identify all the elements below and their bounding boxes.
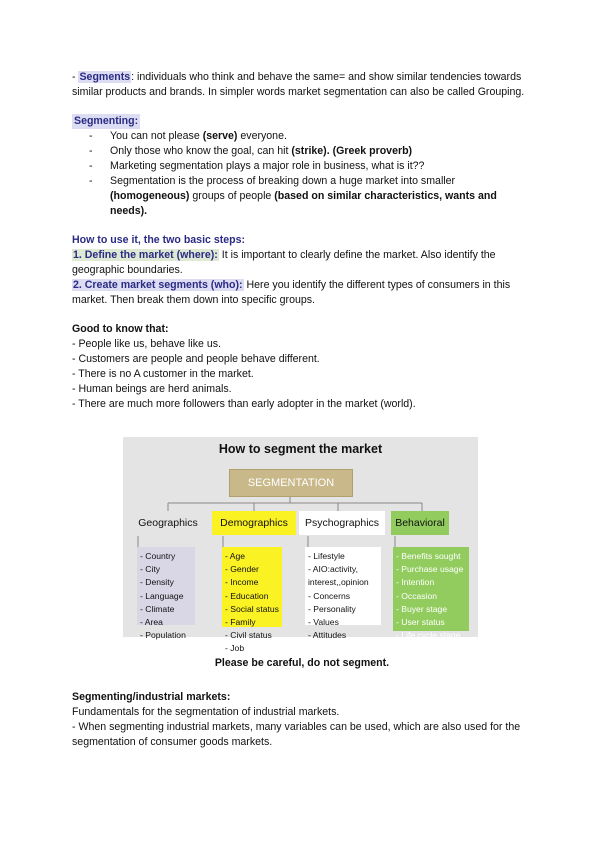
behav-list-item: - Purchase usage (396, 564, 464, 575)
list-item: - Marketing segmentation plays a major role in business, what is it?? (72, 159, 532, 174)
intro-text: : individuals who think and behave the same= and show similar tendencies towards similar products and brands. In simpler words market segmentation can also be called Grouping. (72, 71, 525, 98)
list-item: - Human beings are herd animals. (72, 383, 232, 395)
industrial-line-2: - When segmenting industrial markets, many variables can be used, which are also used for the segmentation of consumer goods markets. (72, 721, 521, 748)
list-item: - Segmentation is the process of breaking down a huge market into smaller (homogeneous) groups of people (based on similar characteristics, wants and needs). (72, 174, 532, 219)
good-to-know-section (72, 322, 532, 412)
segmentation-diagram (123, 437, 478, 654)
list-item: - Only those who know the goal, can hit (strike). (Greek proverb) (72, 144, 532, 159)
demo-list-item: - Income (225, 577, 259, 588)
category-psychographics: Psychographics (299, 511, 385, 535)
list-item: - People like us, behave like us. (72, 338, 221, 350)
howto-heading: How to use it, the two basic steps: (72, 234, 246, 246)
step-1: 1. Define the market (where): It is important to clearly define the market. Also identify the geographic boundaries. (72, 249, 496, 276)
behav-list-item: - Occasion (396, 590, 438, 601)
list-item: - There is no A customer in the market. (72, 368, 254, 380)
document-body (72, 70, 532, 426)
geo-list-item: - Density (140, 577, 174, 588)
segmenting-section (72, 114, 532, 219)
psycho-list-item: - AIO:activity, (308, 564, 358, 575)
list-item: - There are much more followers than early adopter in the market (world). (72, 398, 416, 410)
segmentation-root: SEGMENTATION (229, 469, 353, 497)
lower-body (72, 656, 532, 750)
demo-list-item: - Gender (225, 564, 259, 575)
diagram-caption: Please be careful, do not segment. (214, 657, 390, 669)
psycho-list-item: - Concerns (308, 590, 351, 601)
demo-list-item: - Family (225, 617, 256, 628)
geo-list-item: - Area (140, 617, 163, 628)
segmenting-list (72, 129, 532, 219)
behav-list-item: - Benefits sought (396, 551, 461, 561)
industrial-line-1: Fundamentals for the segmentation of industrial markets. (72, 706, 340, 718)
geo-list-item: - Language (140, 590, 184, 601)
good-heading: Good to know that: (72, 323, 169, 335)
behav-list-item: - User status (396, 617, 445, 628)
howto-section (72, 233, 532, 308)
behavioral-list (393, 547, 469, 654)
segments-term: Segments (79, 71, 131, 83)
category-behavioral: Behavioral (391, 511, 449, 535)
psycho-list-item: interest,,opinion (308, 577, 369, 588)
segmenting-heading: Segmenting: (74, 115, 139, 127)
geographics-list (137, 547, 195, 641)
demo-list-item: - Education (225, 590, 269, 601)
intro-paragraph: - Segments: individuals who think and behave the same= and show similar tendencies towards similar products and brands. In simpler words market segmentation can also be called Grouping. (72, 71, 525, 98)
diagram-title: How to segment the market (218, 442, 383, 456)
psycho-list-item: - Values (308, 617, 339, 628)
demo-list-item: - Civil status (225, 630, 272, 641)
list-item: - You can not please (serve) everyone. (72, 129, 532, 144)
category-geographics: Geographics (129, 511, 207, 535)
step-2: 2. Create market segments (who): Here you identify the different types of consumers in this market. Then break them down into specific groups. (72, 279, 511, 306)
psycho-list-item: - Lifestyle (308, 551, 345, 561)
geo-list-item: - City (140, 564, 161, 575)
psycho-list-item: - Personality (308, 603, 356, 614)
demo-list-item: - Job (225, 643, 245, 654)
behav-list-item: - Intention (396, 577, 435, 588)
list-item: - Customers are people and people behave different. (72, 353, 320, 365)
behav-list-item: - Buyer stage (396, 603, 448, 614)
demographics-list (222, 547, 282, 654)
category-demographics: Demographics (212, 511, 296, 535)
behav-list-item: - Life cycle stage (396, 630, 461, 641)
demo-list-item: - Age (225, 551, 246, 561)
geo-list-item: - Country (140, 551, 176, 561)
psycho-list-item: - Attitudes (308, 630, 347, 641)
demo-list-item: - Social status (225, 603, 279, 614)
industrial-heading: Segmenting/industrial markets: (72, 691, 231, 703)
geo-list-item: - Population (140, 630, 186, 641)
psychographics-list (305, 547, 381, 641)
behav-list-item: - Engagement (396, 643, 450, 654)
geo-list-item: - Climate (140, 603, 175, 614)
